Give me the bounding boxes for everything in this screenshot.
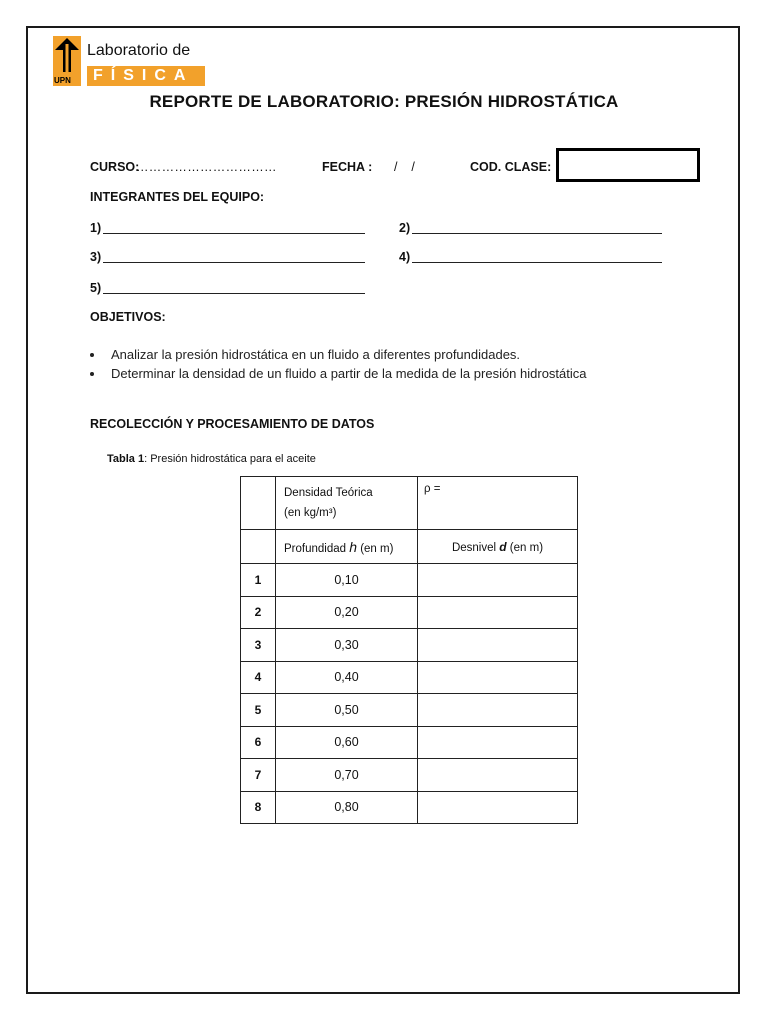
desnivel-input-cell[interactable]: [418, 694, 578, 727]
row-number: 5: [241, 694, 276, 727]
member-2-label: 2): [399, 221, 411, 235]
document-title: REPORTE DE LABORATORIO: PRESIÓN HIDROSTÁTICA: [149, 92, 619, 111]
desnivel-input-cell[interactable]: [418, 661, 578, 694]
curso-label: CURSO:: [90, 160, 140, 174]
depth-cell: 0,60: [276, 726, 418, 759]
cod-clase-label: COD. CLASE:: [470, 160, 552, 174]
member-4-field[interactable]: [412, 262, 662, 263]
logo-title: Laboratorio de: [87, 42, 191, 59]
row-number: 4: [241, 661, 276, 694]
row-number: 1: [241, 564, 276, 597]
member-5-label: 5): [90, 281, 102, 295]
cod-clase-field[interactable]: [556, 148, 700, 182]
table-row: [241, 629, 578, 662]
depth-cell: 0,80: [276, 791, 418, 824]
fecha-field[interactable]: / /: [394, 160, 415, 174]
density-value-cell[interactable]: ρ =: [418, 477, 578, 530]
row-number: 2: [241, 596, 276, 629]
desnivel-input-cell[interactable]: [418, 791, 578, 824]
member-1-label: 1): [90, 221, 102, 235]
depth-cell: 0,10: [276, 564, 418, 597]
table-row: [241, 791, 578, 824]
upn-arrow-icon: [53, 36, 81, 86]
desnivel-input-cell[interactable]: [418, 759, 578, 792]
depth-cell: 0,70: [276, 759, 418, 792]
datos-section-label: RECOLECCIÓN Y PROCESAMIENTO DE DATOS: [90, 417, 375, 431]
col-header-depth: Profundidad h (en m): [276, 530, 418, 564]
col-header-desnivel: Desnivel d (en m): [418, 530, 578, 564]
depth-cell: 0,40: [276, 661, 418, 694]
member-3-label: 3): [90, 250, 102, 264]
table-corner-cell: [241, 477, 276, 530]
table-row: [241, 564, 578, 597]
row-number: 7: [241, 759, 276, 792]
member-3-field[interactable]: [103, 262, 365, 263]
objetivos-label: OBJETIVOS:: [90, 310, 166, 324]
member-4-label: 4): [399, 250, 411, 264]
row-number: 3: [241, 629, 276, 662]
desnivel-input-cell[interactable]: [418, 564, 578, 597]
depth-cell: 0,30: [276, 629, 418, 662]
member-2-field[interactable]: [412, 233, 662, 234]
table-corner-cell: [241, 530, 276, 564]
table-row: [241, 726, 578, 759]
desnivel-input-cell[interactable]: [418, 726, 578, 759]
table-row: [241, 694, 578, 727]
depth-cell: 0,20: [276, 596, 418, 629]
table-row: [241, 596, 578, 629]
curso-field[interactable]: ……………………………: [136, 160, 277, 174]
table-caption: Tabla 1: Presión hidrostática para el aceite: [107, 453, 316, 465]
fecha-label: FECHA :: [322, 160, 373, 174]
desnivel-input-cell[interactable]: [418, 629, 578, 662]
depth-cell: 0,50: [276, 694, 418, 727]
lab-logo: [53, 36, 213, 86]
logo-badge: UPN: [54, 76, 71, 85]
density-label-cell: Densidad Teórica (en kg/m³): [276, 477, 418, 530]
integrantes-label: INTEGRANTES DEL EQUIPO:: [90, 190, 265, 204]
row-number: 8: [241, 791, 276, 824]
table-row: [241, 759, 578, 792]
logo-subtitle: FÍSICA: [87, 66, 205, 86]
member-5-field[interactable]: [103, 293, 365, 294]
member-1-field[interactable]: [103, 233, 365, 234]
table-row: [241, 661, 578, 694]
desnivel-input-cell[interactable]: [418, 596, 578, 629]
data-table: [240, 476, 578, 824]
row-number: 6: [241, 726, 276, 759]
